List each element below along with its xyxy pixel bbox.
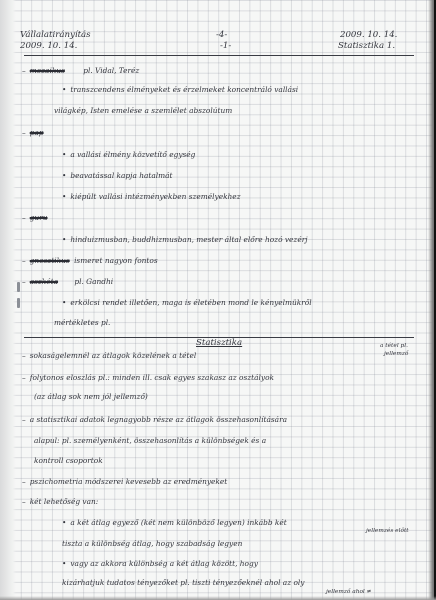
note-line	[22, 477, 227, 487]
dash-bullet: –	[22, 497, 26, 506]
page-binding-margin	[0, 0, 16, 600]
note-line: mértékletes pl.	[54, 318, 111, 327]
note-text: pszichometria módszerei kevesebb az eredményeket	[29, 477, 228, 486]
note-line: világkép, Isten emelése a szemlélet abszolútum	[54, 106, 233, 115]
note-line	[62, 235, 308, 245]
note-line: kizárhatjuk tudatos tényezőket pl. tiszti tényezőeknél ahol az oly	[62, 578, 305, 587]
dash-bullet: –	[22, 213, 26, 222]
term-heading: mozaikus	[29, 66, 65, 75]
dash-bullet: –	[22, 277, 26, 286]
note-text: kiépült vallási intézményekben személyekhez	[70, 192, 241, 201]
note-line	[62, 171, 173, 181]
note-line	[62, 150, 195, 160]
header-date-right: 2009. 10. 14.	[340, 30, 398, 40]
note-line	[62, 559, 258, 569]
note-line	[22, 415, 287, 425]
dash-bullet: –	[22, 66, 26, 75]
margin-note: a tétel pl.	[380, 343, 408, 349]
note-text: vagy az akkora különbség a két átlag között, hogy	[70, 559, 258, 568]
margin-note: jellemző	[384, 351, 409, 357]
note-text: folytonos eloszlás pl.: minden ill. csak egyes szakasz az osztályok	[29, 373, 275, 382]
note-text: sokaságelemnél az átlagok közelének a tétel	[29, 351, 197, 360]
note-line	[22, 351, 196, 361]
note-line	[62, 298, 312, 308]
note-line: kontroll csoportok	[34, 456, 103, 465]
note-text: transzcendens élményeket és érzelmeket koncentráló vallási	[70, 85, 299, 94]
note-text: ismeret nagyon fontos	[74, 256, 158, 265]
header-page-number: -4-	[216, 30, 228, 40]
term-heading: aszkéta	[29, 277, 59, 286]
note-line	[62, 192, 241, 202]
page-edge-shadow	[428, 0, 436, 600]
note-line: (az átlag sok nem jól jellemző)	[34, 392, 148, 401]
dot-bullet: •	[62, 150, 67, 159]
dash-bullet: –	[22, 351, 26, 360]
binding-hole	[17, 282, 20, 292]
header-section: Statisztika 1.	[338, 41, 396, 51]
note-text: beavatással kapja hatalmát	[70, 171, 173, 180]
note-text: a vallási élmény közvetítő egység	[70, 150, 196, 159]
term-heading: gnosztikus	[29, 256, 70, 265]
dash-bullet: –	[22, 415, 26, 424]
note-text: a statisztikai adatok legnagyobb része az átlagok összehasonlítására	[29, 415, 288, 424]
note-line	[22, 213, 48, 223]
note-line: tiszta a különbség átlag, hogy szabadság legyen	[62, 539, 243, 548]
dash-bullet: –	[22, 256, 26, 265]
note-text: hinduizmusban, buddhizmusban, mester által előre hozó vezérj	[70, 235, 308, 244]
note-line	[62, 518, 287, 528]
note-text: a két átlag egyező (két nem különböző legyen) inkább két	[70, 518, 287, 527]
header-date: 2009. 10. 14.	[20, 41, 78, 51]
note-line	[62, 85, 298, 95]
binding-hole	[17, 298, 20, 308]
note-text: erkölcsi rendet illetően, maga is életében mond le kényelmükről	[70, 298, 312, 307]
dot-bullet: •	[62, 559, 67, 568]
note-line	[22, 128, 44, 138]
dot-bullet: •	[62, 85, 67, 94]
section-title: Statisztika	[196, 338, 243, 348]
dot-bullet: •	[62, 192, 67, 201]
example-text: pl. Vidal, Teréz	[83, 66, 140, 75]
note-line	[22, 256, 158, 266]
note-line	[22, 66, 139, 76]
term-heading: guru	[29, 213, 48, 222]
dash-bullet: –	[22, 373, 26, 382]
header-rule	[24, 55, 414, 56]
page-edge-shadow	[0, 596, 436, 600]
margin-note: jellemzés előtt	[366, 528, 409, 534]
header-local-page-number: -1-	[220, 41, 232, 51]
margin-note: jellemző ahol ≠	[326, 589, 372, 595]
dot-bullet: •	[62, 171, 67, 180]
dot-bullet: •	[62, 518, 67, 527]
note-line: alapul: pl. személyenként, összehasonlítás a különbségek és a	[34, 436, 267, 445]
dot-bullet: •	[62, 298, 67, 307]
note-line	[22, 497, 98, 507]
header-subject: Vállalatirányítás	[20, 30, 91, 40]
dash-bullet: –	[22, 128, 26, 137]
note-line	[22, 373, 274, 383]
dash-bullet: –	[22, 477, 26, 486]
note-line	[22, 277, 113, 287]
term-heading: pap	[29, 128, 44, 137]
dot-bullet: •	[62, 235, 67, 244]
note-text: két lehetőség van:	[29, 497, 99, 506]
example-text: pl. Gandhi	[74, 277, 114, 286]
